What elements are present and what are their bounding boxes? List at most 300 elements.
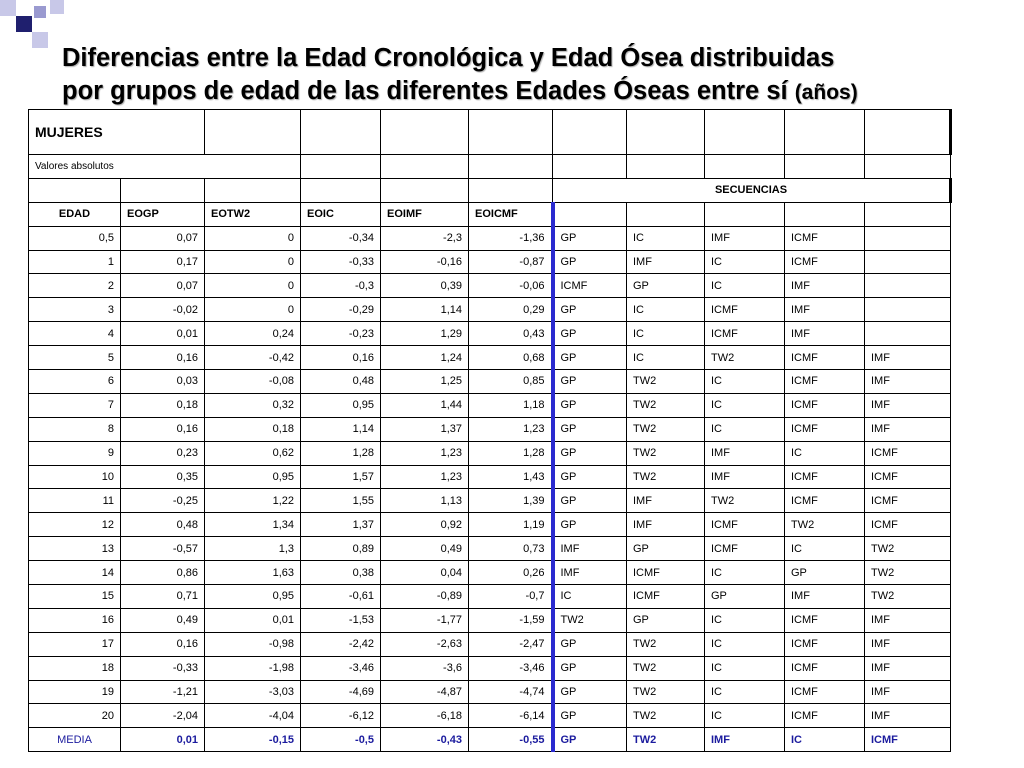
cell-value: 1,23: [381, 465, 469, 489]
cell-sequence: TW2: [865, 537, 951, 561]
cell-value: 1,18: [469, 393, 553, 417]
media-value: -0,43: [381, 728, 469, 752]
cell-sequence: GP: [553, 322, 627, 346]
table-row: [29, 680, 951, 704]
cell-sequence: [865, 322, 951, 346]
table-row: [29, 513, 951, 537]
cell-value: -2,47: [469, 632, 553, 656]
cell-sequence: ICMF: [865, 513, 951, 537]
cell-sequence: TW2: [627, 370, 705, 394]
cell-value: 0,23: [121, 441, 205, 465]
column-header: EDAD: [29, 202, 121, 226]
cell-sequence: [865, 250, 951, 274]
cell-value: 0,49: [121, 608, 205, 632]
cell-value: -2,63: [381, 632, 469, 656]
cell-sequence: GP: [553, 656, 627, 680]
cell-sequence: ICMF: [705, 513, 785, 537]
empty-cell: [301, 110, 381, 155]
table-row: [29, 298, 951, 322]
decor-square: [0, 0, 16, 16]
cell-value: 0,16: [301, 346, 381, 370]
cell-value: 0,95: [205, 585, 301, 609]
table-row: [29, 346, 951, 370]
cell-sequence: IMF: [865, 680, 951, 704]
table-row: [29, 608, 951, 632]
column-header: EOIMF: [381, 202, 469, 226]
table-row: [29, 417, 951, 441]
cell-sequence: IMF: [553, 561, 627, 585]
header-row: [29, 202, 951, 226]
cell-sequence: ICMF: [865, 489, 951, 513]
cell-value: 0,39: [381, 274, 469, 298]
cell-value: 0,49: [381, 537, 469, 561]
table-row: [29, 465, 951, 489]
cell-value: 0,95: [301, 393, 381, 417]
cell-edad: 15: [29, 585, 121, 609]
cell-sequence: [865, 226, 951, 250]
cell-sequence: GP: [553, 298, 627, 322]
empty-cell: [865, 110, 951, 155]
cell-sequence: TW2: [627, 465, 705, 489]
cell-sequence: IMF: [705, 226, 785, 250]
cell-value: -0,08: [205, 370, 301, 394]
cell-edad: 1: [29, 250, 121, 274]
cell-value: 0: [205, 298, 301, 322]
cell-sequence: IMF: [865, 704, 951, 728]
media-sequence: GP: [553, 728, 627, 752]
table-row: [29, 561, 951, 585]
cell-sequence: GP: [553, 417, 627, 441]
cell-edad: 0,5: [29, 226, 121, 250]
cell-value: 0,73: [469, 537, 553, 561]
empty-cell: [469, 178, 553, 202]
cell-sequence: IMF: [785, 298, 865, 322]
cell-value: 0,62: [205, 441, 301, 465]
cell-value: 0,48: [301, 370, 381, 394]
cell-edad: 8: [29, 417, 121, 441]
cell-value: 0,92: [381, 513, 469, 537]
column-header: EOGP: [121, 202, 205, 226]
cell-edad: 4: [29, 322, 121, 346]
cell-sequence: IMF: [627, 489, 705, 513]
cell-sequence: GP: [785, 561, 865, 585]
cell-value: -6,18: [381, 704, 469, 728]
cell-value: -6,12: [301, 704, 381, 728]
cell-sequence: ICMF: [785, 608, 865, 632]
sequences-label: SECUENCIAS: [553, 178, 951, 202]
cell-value: 0: [205, 274, 301, 298]
cell-sequence: TW2: [705, 489, 785, 513]
cell-sequence: ICMF: [865, 441, 951, 465]
cell-value: 1,63: [205, 561, 301, 585]
cell-value: 1,43: [469, 465, 553, 489]
cell-value: -0,33: [301, 250, 381, 274]
column-header: EOICMF: [469, 202, 553, 226]
cell-value: -6,14: [469, 704, 553, 728]
cell-sequence: ICMF: [785, 656, 865, 680]
cell-sequence: GP: [553, 513, 627, 537]
cell-sequence: TW2: [627, 417, 705, 441]
cell-value: -0,34: [301, 226, 381, 250]
data-table: [28, 109, 952, 752]
cell-value: -0,87: [469, 250, 553, 274]
cell-sequence: IMF: [785, 274, 865, 298]
decor-square: [16, 16, 32, 32]
cell-edad: 2: [29, 274, 121, 298]
empty-cell: [705, 155, 785, 179]
cell-sequence: IMF: [865, 370, 951, 394]
cell-value: -3,6: [381, 656, 469, 680]
table-row: [29, 441, 951, 465]
media-sequence: ICMF: [865, 728, 951, 752]
empty-cell: [205, 178, 301, 202]
cell-value: -0,61: [301, 585, 381, 609]
cell-sequence: GP: [553, 441, 627, 465]
empty-cell: [785, 155, 865, 179]
table-row: [29, 489, 951, 513]
cell-sequence: GP: [553, 680, 627, 704]
cell-sequence: ICMF: [705, 537, 785, 561]
cell-edad: 14: [29, 561, 121, 585]
cell-sequence: IMF: [705, 441, 785, 465]
cell-sequence: IMF: [627, 250, 705, 274]
cell-sequence: ICMF: [627, 561, 705, 585]
cell-sequence: GP: [553, 370, 627, 394]
cell-sequence: ICMF: [865, 465, 951, 489]
cell-sequence: TW2: [627, 441, 705, 465]
cell-value: 1,55: [301, 489, 381, 513]
cell-sequence: IC: [705, 417, 785, 441]
cell-value: -0,06: [469, 274, 553, 298]
cell-value: 1,34: [205, 513, 301, 537]
table-row: [29, 274, 951, 298]
cell-value: 0,18: [205, 417, 301, 441]
table-row: [29, 656, 951, 680]
cell-value: 0,16: [121, 632, 205, 656]
media-value: 0,01: [121, 728, 205, 752]
cell-edad: 17: [29, 632, 121, 656]
cell-sequence: IMF: [705, 465, 785, 489]
cell-edad: 18: [29, 656, 121, 680]
cell-value: -1,36: [469, 226, 553, 250]
cell-value: 0,24: [205, 322, 301, 346]
cell-sequence: IC: [705, 608, 785, 632]
empty-cell: [553, 202, 627, 226]
group-label: MUJERES: [29, 110, 205, 155]
cell-value: -4,04: [205, 704, 301, 728]
media-value: -0,5: [301, 728, 381, 752]
cell-sequence: IC: [785, 441, 865, 465]
cell-sequence: TW2: [627, 393, 705, 417]
cell-sequence: TW2: [627, 656, 705, 680]
cell-edad: 6: [29, 370, 121, 394]
cell-sequence: ICMF: [785, 393, 865, 417]
cell-value: -1,21: [121, 680, 205, 704]
cell-value: 0,07: [121, 226, 205, 250]
subgroup-row: [29, 155, 951, 179]
empty-cell: [469, 110, 553, 155]
empty-cell: [381, 178, 469, 202]
cell-edad: 12: [29, 513, 121, 537]
cell-sequence: GP: [553, 250, 627, 274]
cell-value: 0,26: [469, 561, 553, 585]
cell-edad: 19: [29, 680, 121, 704]
cell-sequence: IC: [627, 226, 705, 250]
empty-cell: [627, 202, 705, 226]
cell-value: 1,29: [381, 322, 469, 346]
cell-sequence: GP: [553, 346, 627, 370]
cell-sequence: GP: [553, 704, 627, 728]
cell-sequence: GP: [627, 608, 705, 632]
cell-sequence: IMF: [865, 346, 951, 370]
table-row: [29, 585, 951, 609]
table-row: [29, 632, 951, 656]
cell-value: -2,42: [301, 632, 381, 656]
cell-value: 1,22: [205, 489, 301, 513]
cell-sequence: IC: [705, 561, 785, 585]
cell-sequence: TW2: [865, 585, 951, 609]
cell-value: -0,16: [381, 250, 469, 274]
cell-value: -0,42: [205, 346, 301, 370]
table-row: [29, 393, 951, 417]
cell-sequence: GP: [627, 537, 705, 561]
cell-sequence: [865, 274, 951, 298]
cell-value: 0,71: [121, 585, 205, 609]
cell-value: 0,85: [469, 370, 553, 394]
cell-value: -3,03: [205, 680, 301, 704]
cell-value: -1,77: [381, 608, 469, 632]
cell-sequence: ICMF: [785, 489, 865, 513]
cell-sequence: ICMF: [785, 250, 865, 274]
table-row: [29, 370, 951, 394]
cell-sequence: IC: [785, 537, 865, 561]
cell-sequence: IMF: [627, 513, 705, 537]
cell-value: -3,46: [469, 656, 553, 680]
cell-value: 0,18: [121, 393, 205, 417]
cell-value: 1,25: [381, 370, 469, 394]
cell-sequence: TW2: [627, 632, 705, 656]
title-line-2-text: por grupos de edad de las diferentes Edades Óseas entre sí: [62, 77, 788, 105]
page-title: [62, 42, 982, 109]
cell-sequence: ICMF: [705, 322, 785, 346]
cell-sequence: ICMF: [785, 632, 865, 656]
cell-sequence: IMF: [865, 608, 951, 632]
table-row: [29, 537, 951, 561]
cell-sequence: IMF: [865, 393, 951, 417]
empty-cell: [301, 178, 381, 202]
title-units: (años): [794, 81, 858, 104]
cell-edad: 20: [29, 704, 121, 728]
cell-sequence: IC: [627, 346, 705, 370]
cell-value: 0,32: [205, 393, 301, 417]
cell-sequence: TW2: [553, 608, 627, 632]
empty-cell: [785, 110, 865, 155]
cell-sequence: GP: [553, 489, 627, 513]
cell-value: -0,98: [205, 632, 301, 656]
cell-sequence: TW2: [627, 704, 705, 728]
empty-cell: [553, 155, 627, 179]
cell-sequence: ICMF: [785, 704, 865, 728]
empty-cell: [705, 202, 785, 226]
cell-sequence: IC: [553, 585, 627, 609]
cell-value: 1,3: [205, 537, 301, 561]
cell-value: 0,48: [121, 513, 205, 537]
cell-edad: 5: [29, 346, 121, 370]
media-value: -0,55: [469, 728, 553, 752]
cell-value: -1,59: [469, 608, 553, 632]
media-sequence: TW2: [627, 728, 705, 752]
cell-value: -2,04: [121, 704, 205, 728]
cell-value: 1,23: [381, 441, 469, 465]
cell-sequence: TW2: [627, 680, 705, 704]
cell-sequence: GP: [553, 465, 627, 489]
cell-sequence: IMF: [785, 585, 865, 609]
empty-cell: [627, 155, 705, 179]
cell-sequence: ICMF: [785, 465, 865, 489]
cell-sequence: TW2: [785, 513, 865, 537]
cell-sequence: ICMF: [785, 346, 865, 370]
cell-sequence: IC: [705, 393, 785, 417]
cell-value: 1,57: [301, 465, 381, 489]
cell-value: 1,37: [301, 513, 381, 537]
cell-value: 0,43: [469, 322, 553, 346]
cell-value: -4,69: [301, 680, 381, 704]
cell-sequence: ICMF: [785, 370, 865, 394]
cell-value: 0,01: [205, 608, 301, 632]
cell-sequence: IMF: [553, 537, 627, 561]
cell-value: 0,17: [121, 250, 205, 274]
column-header: EOIC: [301, 202, 381, 226]
decor-square: [32, 32, 48, 48]
subgroup-label: Valores absolutos: [29, 155, 301, 179]
cell-value: -1,98: [205, 656, 301, 680]
cell-value: 0,04: [381, 561, 469, 585]
column-header: EOTW2: [205, 202, 301, 226]
cell-value: 0: [205, 226, 301, 250]
media-sequence: IMF: [705, 728, 785, 752]
empty-cell: [29, 178, 121, 202]
cell-edad: 9: [29, 441, 121, 465]
empty-cell: [205, 110, 301, 155]
cell-value: 1,28: [469, 441, 553, 465]
cell-edad: 11: [29, 489, 121, 513]
cell-sequence: IC: [705, 704, 785, 728]
cell-value: 0: [205, 250, 301, 274]
empty-cell: [865, 155, 951, 179]
cell-value: -0,02: [121, 298, 205, 322]
cell-value: -0,29: [301, 298, 381, 322]
cell-sequence: ICMF: [627, 585, 705, 609]
cell-value: -1,53: [301, 608, 381, 632]
cell-sequence: GP: [553, 393, 627, 417]
title-line-1: Diferencias entre la Edad Cronológica y Edad Ósea distribuidas: [62, 44, 835, 72]
cell-value: 1,14: [301, 417, 381, 441]
empty-cell: [785, 202, 865, 226]
cell-value: -0,7: [469, 585, 553, 609]
cell-value: -0,57: [121, 537, 205, 561]
title-line-2: [62, 75, 982, 109]
cell-value: 0,95: [205, 465, 301, 489]
media-label: MEDIA: [29, 728, 121, 752]
cell-sequence: TW2: [705, 346, 785, 370]
table-row: [29, 226, 951, 250]
cell-sequence: IC: [627, 298, 705, 322]
cell-value: 0,16: [121, 417, 205, 441]
cell-value: 0,16: [121, 346, 205, 370]
cell-value: 1,28: [301, 441, 381, 465]
cell-sequence: IC: [705, 250, 785, 274]
media-row: [29, 728, 951, 752]
table-row: [29, 250, 951, 274]
cell-sequence: IC: [705, 680, 785, 704]
empty-cell: [553, 110, 627, 155]
cell-sequence: IMF: [865, 656, 951, 680]
cell-value: 1,14: [381, 298, 469, 322]
cell-sequence: GP: [553, 632, 627, 656]
cell-edad: 3: [29, 298, 121, 322]
cell-edad: 10: [29, 465, 121, 489]
cell-value: -4,74: [469, 680, 553, 704]
cell-edad: 16: [29, 608, 121, 632]
cell-sequence: TW2: [865, 561, 951, 585]
cell-value: 0,86: [121, 561, 205, 585]
cell-value: 0,68: [469, 346, 553, 370]
cell-sequence: ICMF: [553, 274, 627, 298]
cell-sequence: IC: [705, 274, 785, 298]
cell-sequence: IC: [705, 370, 785, 394]
cell-value: 0,03: [121, 370, 205, 394]
cell-value: -0,89: [381, 585, 469, 609]
empty-cell: [469, 155, 553, 179]
cell-sequence: ICMF: [785, 226, 865, 250]
cell-value: 1,44: [381, 393, 469, 417]
cell-value: 1,19: [469, 513, 553, 537]
cell-edad: 13: [29, 537, 121, 561]
cell-sequence: IC: [705, 656, 785, 680]
cell-value: -4,87: [381, 680, 469, 704]
cell-value: 0,29: [469, 298, 553, 322]
cell-edad: 7: [29, 393, 121, 417]
cell-value: 1,24: [381, 346, 469, 370]
empty-cell: [381, 110, 469, 155]
empty-cell: [121, 178, 205, 202]
cell-value: -2,3: [381, 226, 469, 250]
cell-value: 0,35: [121, 465, 205, 489]
empty-cell: [381, 155, 469, 179]
cell-value: 0,01: [121, 322, 205, 346]
empty-cell: [301, 155, 381, 179]
cell-sequence: ICMF: [785, 417, 865, 441]
cell-sequence: [865, 298, 951, 322]
media-sequence: IC: [785, 728, 865, 752]
cell-sequence: IMF: [865, 417, 951, 441]
empty-cell: [627, 110, 705, 155]
cell-value: 1,37: [381, 417, 469, 441]
cell-sequence: ICMF: [785, 680, 865, 704]
empty-cell: [705, 110, 785, 155]
cell-value: -0,3: [301, 274, 381, 298]
cell-sequence: IC: [705, 632, 785, 656]
cell-value: -0,23: [301, 322, 381, 346]
table-row: [29, 704, 951, 728]
cell-value: -0,25: [121, 489, 205, 513]
cell-value: 0,07: [121, 274, 205, 298]
cell-value: 1,39: [469, 489, 553, 513]
decor-square: [50, 0, 64, 14]
cell-sequence: ICMF: [705, 298, 785, 322]
cell-value: 0,38: [301, 561, 381, 585]
sequences-row: [29, 178, 951, 202]
